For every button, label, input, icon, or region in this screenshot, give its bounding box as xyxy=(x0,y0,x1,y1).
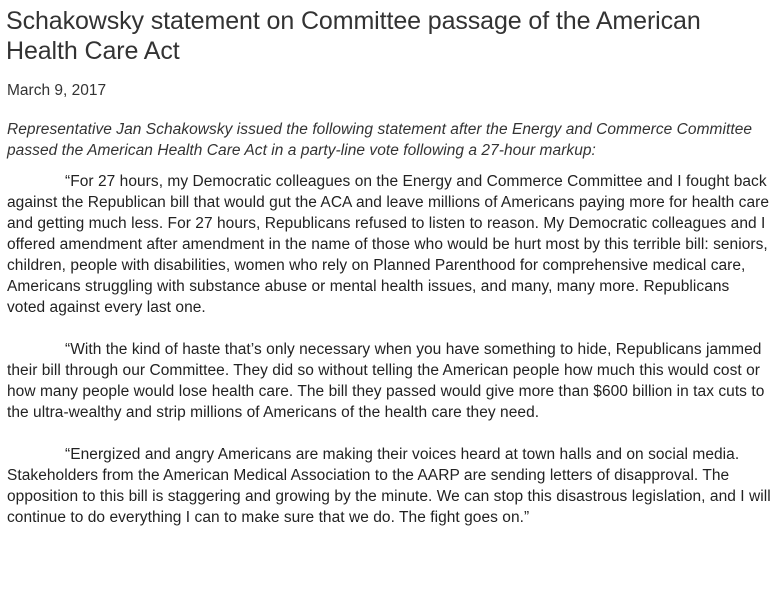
statement-paragraph-2: “With the kind of haste that’s only necessary when you have something to hide, Republicans jammed their bill through our Committee. They did so without telling the American people how much this would cost or how many people would lose health care. The bill they passed would give more than $600 billion in tax cuts to the ultra-wealthy and strip millions of Americans of the health care they need. xyxy=(7,341,765,421)
article-title: Schakowsky statement on Committee passage of the American Health Care Act xyxy=(6,7,701,65)
article-date: March 9, 2017 xyxy=(7,82,107,99)
statement-paragraph-3: “Energized and angry Americans are making their voices heard at town halls and on social media. Stakeholders from the American Medical Association to the AARP are sending letters of disapproval. The opposition to this bill is staggering and growing by the minute. We can stop this disastrous legislation, and I will continue to do everything I can to make sure that we do. The fight goes on.” xyxy=(7,446,771,526)
statement-paragraph-1: “For 27 hours, my Democratic colleagues on the Energy and Commerce Committee and I fought back against the Republican bill that would gut the ACA and leave millions of Americans paying more for health care and getting much less. For 27 hours, Republicans refused to listen to reason. My Democratic colleagues and I offered amendment after amendment in the name of those who would be hurt most by this terrible bill: seniors, children, people with disabilities, women who rely on Planned Parenthood for comprehensive medical care, Americans struggling with substance abuse or mental health issues, and many, many more. Republicans voted against every last one. xyxy=(7,173,769,316)
article-intro: Representative Jan Schakowsky issued the following statement after the Energy and Commerce Committee passed the American Health Care Act in a party-line vote following a 27-hour markup: xyxy=(7,121,753,159)
